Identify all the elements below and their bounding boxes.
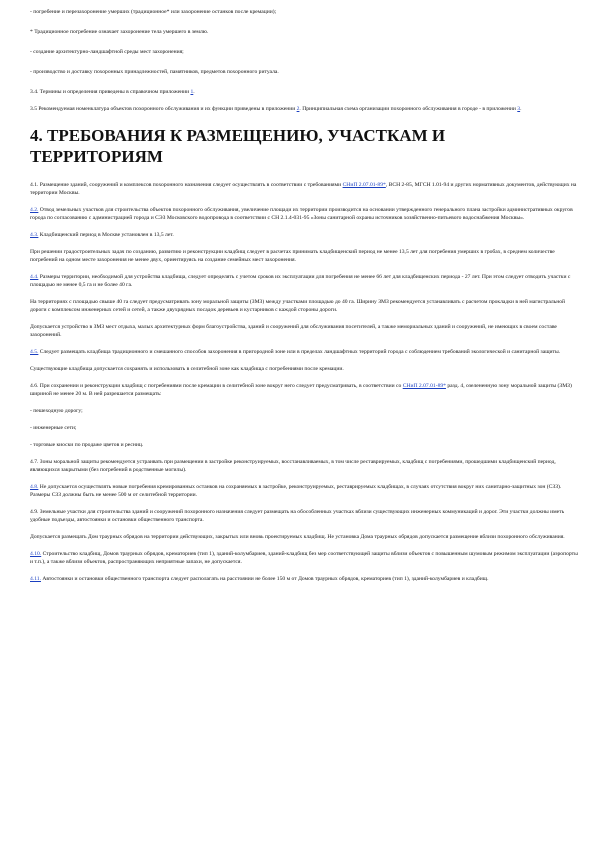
paragraph-traditional-note: * Традиционное погребение означает захоронение тела умершего в землю. — [30, 29, 209, 35]
paragraph-4-7: 4.7. Зоны моральной защиты рекомендуется устраивать при размещении в застройке реконструируемых, восстанавливаемых, в том числе реставрируемых, кладбищ с погребениями, прошедшими кладбищенский период, являющихся закрытыми (без погребений в родственные могилы). — [30, 459, 556, 473]
paragraph-production: - производство и доставку похоронных принадлежностей, памятников, предметов похоронного ритуала. — [30, 69, 279, 75]
text: Не допускается осуществлять новые погребения кремированных останков на сохраняемых в застройке, реконструируемых, реставрируемых кладбищах, в случаях отсутствия вокруг них санитарно-защитных зон (СЗЗ). Размеры СЗЗ должны быть не менее 500 м от селитебной территории. — [30, 484, 562, 498]
clause-number-link[interactable]: 4.3. — [30, 232, 39, 238]
clause-number-link[interactable]: 4.10. — [30, 551, 42, 557]
text: Отвод земельных участков для строительства объектов похоронного обслуживания, увеличение площади их территории производится на основании утвержденного генерального плана застройки административных округов города по согласованию с администрацией города и СЭЗ Московского водопровода в соответствии с СН 2.1.4-031-95 «Зоны санитарной охраны источников хозяйственно-питьевого водоснабжения Москвы». — [30, 207, 573, 221]
text: , ВСН 2-85, МГСН 1.01-94 и других нормативных документов, действующих на территории Москвы. — [30, 182, 577, 196]
clause-number-link[interactable]: 4.11. — [30, 576, 41, 582]
paragraph-3-5 — [30, 105, 578, 113]
paragraph-planning: При решении градостроительных задач по созданию, развитию и реконструкции кладбищ следует в расчетах принимать кладбищенский период не менее 13,5 лет для погребения умерших в гробах, в среднем количестве погребений на одном месте захоронения не менее двух, ориентируясь на создание семейных мест захоронения. — [30, 249, 555, 263]
snip-link[interactable]: СНиП 2.07.01-89* — [342, 182, 386, 188]
text: Автостоянки и остановки общественного транспорта следует располагать на расстоянии не более 150 м от Домов траурных обрядов, крематориев (тип 1), зданий-колумбариев и кладбищ. — [40, 576, 489, 582]
text: . — [193, 89, 195, 95]
text: . Принципиальная схема организации похоронного обслуживания в городе - в приложении — [299, 106, 518, 112]
appendix-3-link[interactable]: 3 — [517, 106, 521, 112]
paragraph-4-6 — [30, 382, 578, 398]
paragraph-4-5 — [30, 348, 578, 356]
text: Строительство кладбищ, Домов траурных обрядов, крематориев (тип 1), зданий-колумбариев, зданий-кладбищ без мер соответствующей защиты вблизи объектов с повышенным шумовым режимом эксплуатации (аэропорты и т.п.), а также вблизи объектов, распространяющих неприятные запахи, не допускается. — [30, 551, 578, 565]
text: 3.4. Термины и определения приведены в справочном приложении — [30, 89, 191, 95]
list-item: - инженерные сети; — [30, 425, 77, 431]
paragraph-landscape: - создание архитектурно-ландшафтной среды мест захоронения; — [30, 49, 184, 55]
snip-link[interactable]: СНиП 2.07.01-89* — [402, 383, 446, 389]
clause-number-link[interactable]: 4.4. — [30, 274, 39, 280]
paragraph-burial: - погребение и перезахоронение умерших (традиционное* или захоронение останков после кремации); — [30, 9, 277, 15]
paragraph-4-9: 4.9. Земельные участки для строительства зданий и сооружений похоронного назначения следует размещать на обособленных участках вблизи существующих инженерных коммуникаций и дорог. Эти участки должны иметь удобные подъезды, автостоянки и остановки общественного транспорта. — [30, 509, 565, 523]
text: Следует размещать кладбища традиционного и смешанного способов захоронения в пригородной зоне или в пределах ландшафтных территорий города с соблюдением требований экологической и санитарной защиты. — [38, 349, 561, 355]
paragraph-4-10 — [30, 550, 578, 566]
document-body — [30, 8, 578, 592]
paragraph-existing: Существующие кладбища допускается сохранять и использовать в селитебной зоне как кладбища с погребениями после кремации. — [30, 366, 344, 372]
clause-number-link[interactable]: 4.8. — [30, 484, 39, 490]
paragraph-40ha: На территориях с площадью свыше 40 га следует предусматривать зону моральной защиты (ЗМЗ) между участками площадью до 40 га. Ширину ЗМЗ рекомендуется устанавливать с расчетом прокладки в ней магистральной дороги с комплексом инженерных сетей и сетей, а также двухрядных посадок деревьев и кустарников с каждой стороны дороги. — [30, 299, 565, 313]
text: . — [520, 106, 522, 112]
paragraph-4-11 — [30, 575, 578, 583]
text: разд. 4, озелененную зону моральной защиты (ЗМЗ) шириной не менее 20 м. В ней разрешается размещать: — [30, 383, 572, 397]
paragraph-4-2 — [30, 206, 578, 222]
paragraph-3-4 — [30, 88, 578, 96]
paragraph-funeral-home: Допускается размещать Дом траурных обрядов на территории действующих, закрытых или вновь проектируемых кладбищ. Не установка Дома траурных обрядов допускается размещение вблизи похоронного обслуживания. — [30, 534, 565, 540]
clause-number-link[interactable]: 4.5. — [30, 349, 39, 355]
paragraph-4-1 — [30, 181, 578, 197]
paragraph-zmz: Допускается устройство в ЗМЗ мест отдыха, малых архитектурных форм благоустройства, зданий и сооружений для обслуживания посетителей, а также мемориальных зданий и сооружений, не имеющих в своем составе захоронений. — [30, 324, 557, 338]
paragraph-4-8 — [30, 483, 578, 499]
paragraph-4-3 — [30, 231, 578, 239]
text: 4.1. Размещение зданий, сооружений и комплексов похоронного назначения следует осуществлять в соответствии с требованиями — [30, 182, 343, 188]
appendix-1-link[interactable]: 1 — [190, 89, 194, 95]
clause-number-link[interactable]: 4.2. — [30, 207, 39, 213]
list-item: - пешеходную дорогу; — [30, 408, 83, 414]
text: Кладбищенский период в Москве установлен в 13,5 лет. — [38, 232, 174, 238]
text: Размеры территории, необходимой для устройства кладбища, следует определять с учетом сроков их эксплуатации для погребения не менее 66 лет для кладбищенских периода - 27 лет. При этом следует отводить участки с площадью не менее 0,5 га и не более 40 га. — [30, 274, 571, 288]
appendix-2-link[interactable]: 2 — [296, 106, 300, 112]
list-item: - торговые киоски по продаже цветов и ресниц. — [30, 442, 144, 448]
text: 3.5 Рекомендуемая номенклатура объектов похоронного обслуживания и их функции приведены в приложении — [30, 106, 297, 112]
text: 4.6. При сохранении и реконструкции кладбищ с погребениями после кремации в селитебной зоне вокруг него следует предусматривать, в соответствии со — [30, 383, 403, 389]
section-heading: 4. ТРЕБОВАНИЯ К РАЗМЕЩЕНИЮ, УЧАСТКАМ И ТЕРРИТОРИЯМ — [30, 126, 446, 166]
paragraph-4-4 — [30, 273, 578, 289]
